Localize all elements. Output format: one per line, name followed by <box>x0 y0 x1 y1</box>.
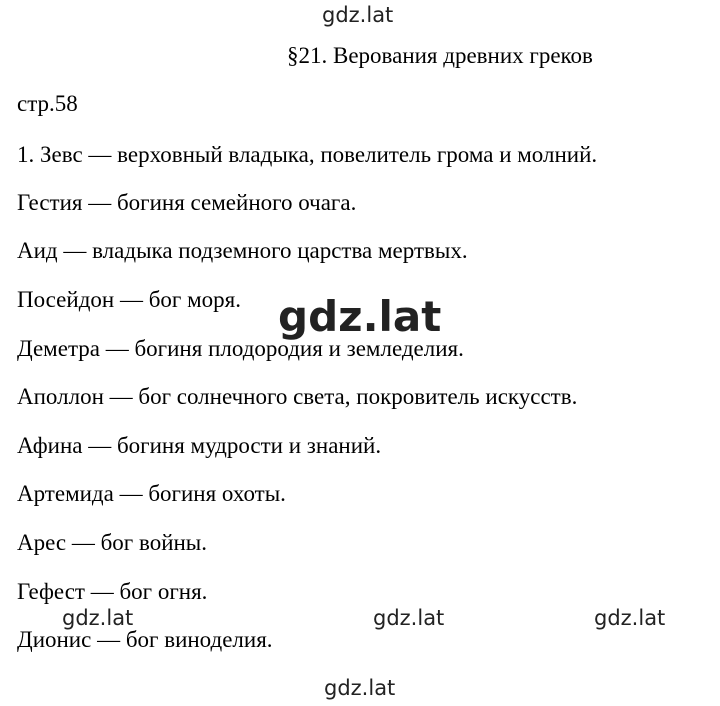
answer-line: Аид — владыка подземного царства мертвых. <box>17 238 468 263</box>
answer-line: Гефест — бог огня. <box>17 579 208 604</box>
answer-line: Аполлон — бог солнечного света, покровитель искусств. <box>17 384 578 409</box>
answer-line: Дионис — бог виноделия. <box>17 627 273 652</box>
watermark-bottom: gdz.lat <box>324 676 396 700</box>
watermark-bottom-right: gdz.lat <box>594 606 666 630</box>
watermark-bottom-left: gdz.lat <box>62 606 134 630</box>
answer-line: Афина — богиня мудрости и знаний. <box>17 433 382 458</box>
answer-line: Артемида — богиня охоты. <box>17 481 286 506</box>
answer-line: Гестия — богиня семейного очага. <box>17 190 357 215</box>
answer-line: Арес — бог войны. <box>17 530 208 555</box>
answer-line: 1. Зевс — верховный владыка, повелитель грома и молний. <box>17 142 598 167</box>
answer-line: Посейдон — бог моря. <box>17 287 241 312</box>
answer-line: Деметра — богиня плодородия и земледелия. <box>17 336 464 361</box>
page-reference: стр.58 <box>17 91 78 116</box>
watermark-top: gdz.lat <box>322 3 394 27</box>
watermark-center: gdz.lat <box>278 292 442 341</box>
watermark-bottom-middle: gdz.lat <box>373 606 445 630</box>
section-title: §21. Верования древних греков <box>287 43 593 68</box>
